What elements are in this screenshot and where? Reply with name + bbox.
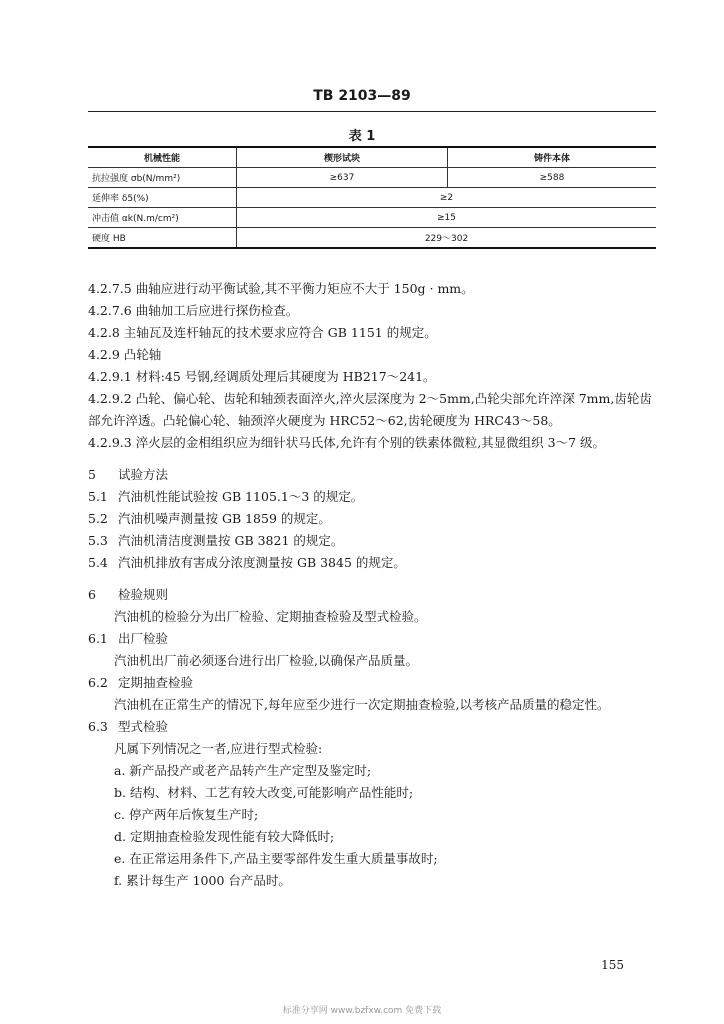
clause-number: 4.2.9 xyxy=(88,347,120,362)
clause xyxy=(88,344,660,366)
clause xyxy=(88,366,660,388)
table-cell: 229～302 xyxy=(237,228,657,249)
clause-number: 6.2 xyxy=(88,675,108,690)
clause xyxy=(88,486,660,508)
paragraph: 汽油机在正常生产的情况下,每年应至少进行一次定期抽查检验,以考核产品质量的稳定性。 xyxy=(114,697,610,712)
table-cell: ≥637 xyxy=(237,168,448,188)
clause-number: 4.2.7.6 xyxy=(88,303,132,318)
clause-text: 主轴瓦及连杆轴瓦的技术要求应符合 GB 1151 的规定。 xyxy=(123,325,437,340)
list-item: b. 结构、材料、工艺有较大改变,可能影响产品性能时; xyxy=(114,785,414,800)
clause-number: 4.2.8 xyxy=(88,325,120,340)
mechanical-properties-table xyxy=(88,146,656,249)
row-label: 抗拉强度 σb(N/mm²) xyxy=(88,168,237,188)
clause-number: 5.1 xyxy=(88,489,108,504)
clause-number: 6.3 xyxy=(88,719,108,734)
section-heading xyxy=(88,584,660,606)
footer-watermark: 标准分享网 www.bzfxw.com 免费下载 xyxy=(282,1006,442,1016)
list-item: a. 新产品投产或老产品转产生产定型及鉴定时; xyxy=(114,763,372,778)
row-label: 冲击值 αk(N.m/cm²) xyxy=(88,208,237,228)
subsection-heading xyxy=(88,628,660,650)
clause xyxy=(88,552,660,574)
section-title: 试验方法 xyxy=(117,467,168,482)
table-header-row xyxy=(88,147,656,168)
body-text xyxy=(88,278,660,892)
clause xyxy=(88,508,660,530)
clause-text: 凸轮、偏心轮、齿轮和轴颈表面淬火,淬火层深度为 2～5mm,凸轮尖部允许淬深 7mm,齿轮齿部允许淬透。凸轮偏心轮、轴颈淬火硬度为 HRC52～62,齿轮硬度为 HRC43～58。 xyxy=(88,391,652,428)
section-heading xyxy=(88,464,660,486)
table-row xyxy=(88,228,656,249)
list-item: c. 停产两年后恢复生产时; xyxy=(114,807,259,822)
list-item: f. 累计每生产 1000 台产品时。 xyxy=(114,873,291,888)
table-row xyxy=(88,188,656,208)
table-header-cell: 铸件本体 xyxy=(447,147,656,168)
subsection-title: 型式检验 xyxy=(117,719,168,734)
clause xyxy=(88,278,660,300)
table-header-cell: 楔形试块 xyxy=(237,147,448,168)
table-header-cell: 机械性能 xyxy=(88,147,237,168)
header-rule xyxy=(88,111,656,112)
clause xyxy=(88,300,660,322)
table-cell: ≥15 xyxy=(237,208,657,228)
paragraph: 汽油机出厂前必须逐台进行出厂检验,以确保产品质量。 xyxy=(114,653,418,668)
clause xyxy=(88,322,660,344)
standard-number: TB 2103—89 xyxy=(313,88,411,104)
paragraph: 汽油机的检验分为出厂检验、定期抽查检验及型式检验。 xyxy=(114,609,427,624)
clause-number: 4.2.9.2 xyxy=(88,391,132,406)
subsection-title: 出厂检验 xyxy=(117,631,168,646)
clause-number: 4.2.9.1 xyxy=(88,369,132,384)
list-item: e. 在正常运用条件下,产品主要零部件发生重大质量事故时; xyxy=(114,851,438,866)
clause-text: 汽油机清洁度测量按 GB 3821 的规定。 xyxy=(117,533,344,548)
row-label: 延伸率 δ5(%) xyxy=(88,188,237,208)
clause-number: 5.3 xyxy=(88,533,108,548)
paragraph: 凡属下列情况之一者,应进行型式检验: xyxy=(114,741,323,756)
table-row xyxy=(88,208,656,228)
clause xyxy=(88,530,660,552)
subsection-heading xyxy=(88,672,660,694)
page-number: 155 xyxy=(601,958,624,972)
clause xyxy=(88,432,660,454)
table-cell: ≥588 xyxy=(447,168,656,188)
section-number: 6 xyxy=(88,587,96,602)
clause-number: 5.2 xyxy=(88,511,108,526)
clause-text: 材料:45 号钢,经调质处理后其硬度为 HB217～241。 xyxy=(135,369,436,384)
section-number: 5 xyxy=(88,467,96,482)
list-item: d. 定期抽查检验发现性能有较大降低时; xyxy=(114,829,335,844)
clause-text: 曲轴应进行动平衡试验,其不平衡力矩应不大于 150g · mm。 xyxy=(135,281,474,296)
table-cell: ≥2 xyxy=(237,188,657,208)
subsection-heading xyxy=(88,716,660,738)
clause-number: 5.4 xyxy=(88,555,108,570)
clause-text: 曲轴加工后应进行探伤检查。 xyxy=(135,303,299,318)
clause-text: 汽油机性能试验按 GB 1105.1～3 的规定。 xyxy=(117,489,364,504)
clause xyxy=(88,388,660,432)
row-label: 硬度 HB xyxy=(88,228,237,249)
clause-text: 凸轮轴 xyxy=(123,347,162,362)
clause-number: 4.2.7.5 xyxy=(88,281,132,296)
clause-text: 汽油机噪声测量按 GB 1859 的规定。 xyxy=(117,511,331,526)
clause-number: 4.2.9.3 xyxy=(88,435,132,450)
table-title: 表 1 xyxy=(348,129,376,144)
subsection-title: 定期抽查检验 xyxy=(117,675,193,690)
clause-number: 6.1 xyxy=(88,631,108,646)
section-title: 检验规则 xyxy=(117,587,168,602)
clause-text: 淬火层的金相组织应为细针状马氏体,允许有个别的铁素体微粒,其显微组织 3～7 级。 xyxy=(135,435,606,450)
clause-text: 汽油机排放有害成分浓度测量按 GB 3845 的规定。 xyxy=(117,555,406,570)
table-row xyxy=(88,168,656,188)
